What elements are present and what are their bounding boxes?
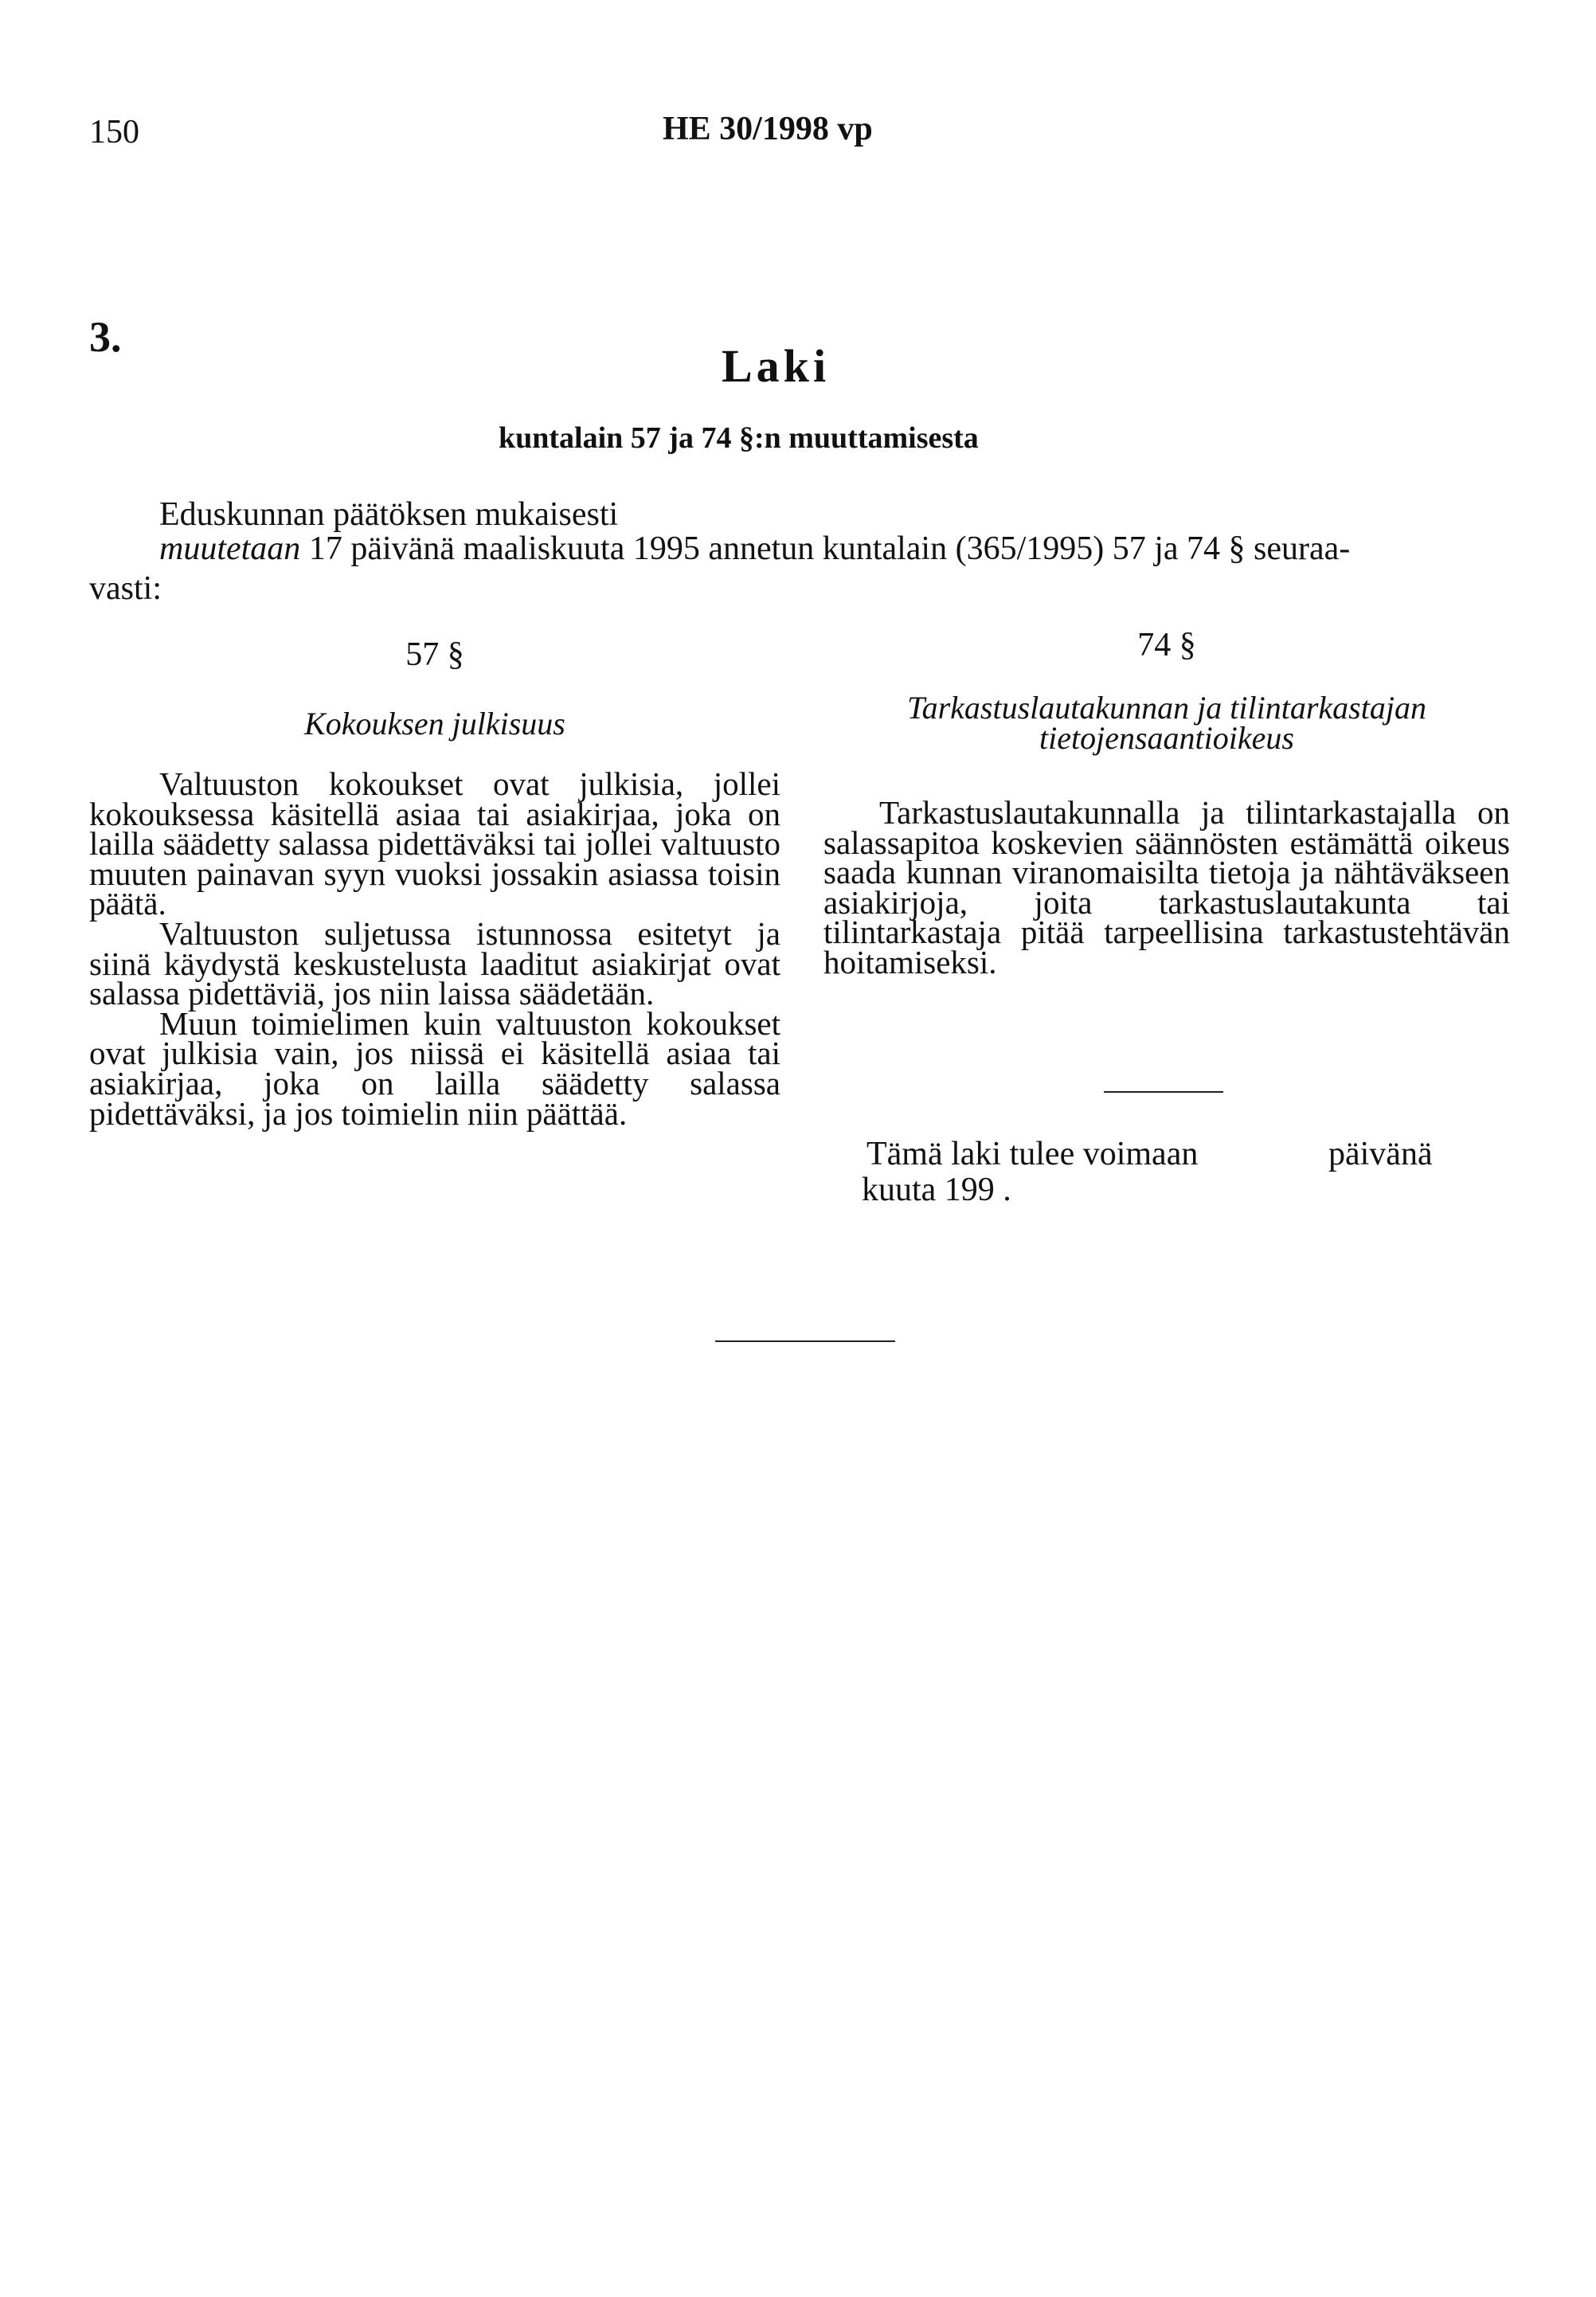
section-57-paragraph-1: Valtuuston kokoukset ovat julkisia, jollei kokouksessa käsitellä asiaa tai asiakirjaa, joka on lailla säädetty salassa pidettäväksi tai jollei valtuusto muuten painavan syyn vuoksi jossakin asiassa toisin päätä. [89, 765, 780, 922]
section-57-paragraph-2: Valtuuston suljetussa istunnossa esitetyt ja siinä käydystä keskustelusta laaditut asiakirjat ovat salassa pidettäviä, jos niin laissa säädetään. [89, 914, 780, 1012]
entry-into-force-day: päivänä [1328, 1136, 1433, 1172]
intro-line-2 [159, 530, 1350, 568]
section-57-number: 57 § [405, 636, 464, 673]
intro-verb: muutetaan [159, 530, 301, 567]
section-74-paragraph-1: Tarkastuslautakunnalla ja tilintarkastajalla on salassapitoa koskevien säännösten estämättä oikeus saada kunnan viranomaisilta tietoja ja nähtäväkseen asiakirjoja, joita tarkastuslautakunta tai tilintarkastaja pitää tarpeellisina tarkastustehtävän hoitamiseksi. [823, 794, 1510, 980]
section-57-heading: Kokouksen julkisuus [304, 706, 565, 742]
intro-line-2-rest: 17 päivänä maaliskuuta 1995 annetun kuntalain (365/1995) 57 ja 74 § seuraa- [300, 530, 1351, 567]
section-74-body [823, 794, 1510, 980]
law-subtitle: kuntalain 57 ja 74 §:n muuttamisesta [499, 421, 979, 455]
section-57-paragraph-3: Muun toimielimen kuin valtuuston kokoukset ovat julkisia vain, jos niissä ei käsitellä asiaa tai asiakirjaa, joka on lailla säädetty salassa pidettäväksi, ja jos toimielin niin päättää. [89, 1004, 780, 1132]
section-74-number: 74 § [1137, 627, 1196, 663]
intro-line-1: Eduskunnan päätöksen mukaisesti [159, 496, 619, 533]
entry-into-force-text: Tämä laki tulee voimaan [866, 1136, 1199, 1172]
section-74-heading: Tarkastuslautakunnan ja tilintarkastajan tietojensaantioikeus [907, 690, 1426, 756]
page-number: 150 [89, 114, 139, 151]
law-title: Laki [722, 340, 831, 392]
running-head: HE 30/1998 vp [663, 111, 873, 147]
law-number: 3. [89, 313, 122, 361]
separator-rule [1104, 1091, 1223, 1093]
entry-into-force-month: kuuta 199 . [862, 1172, 1011, 1208]
end-rule [715, 1340, 895, 1342]
intro-line-3: vasti: [89, 570, 162, 607]
section-57-body [89, 765, 780, 1132]
